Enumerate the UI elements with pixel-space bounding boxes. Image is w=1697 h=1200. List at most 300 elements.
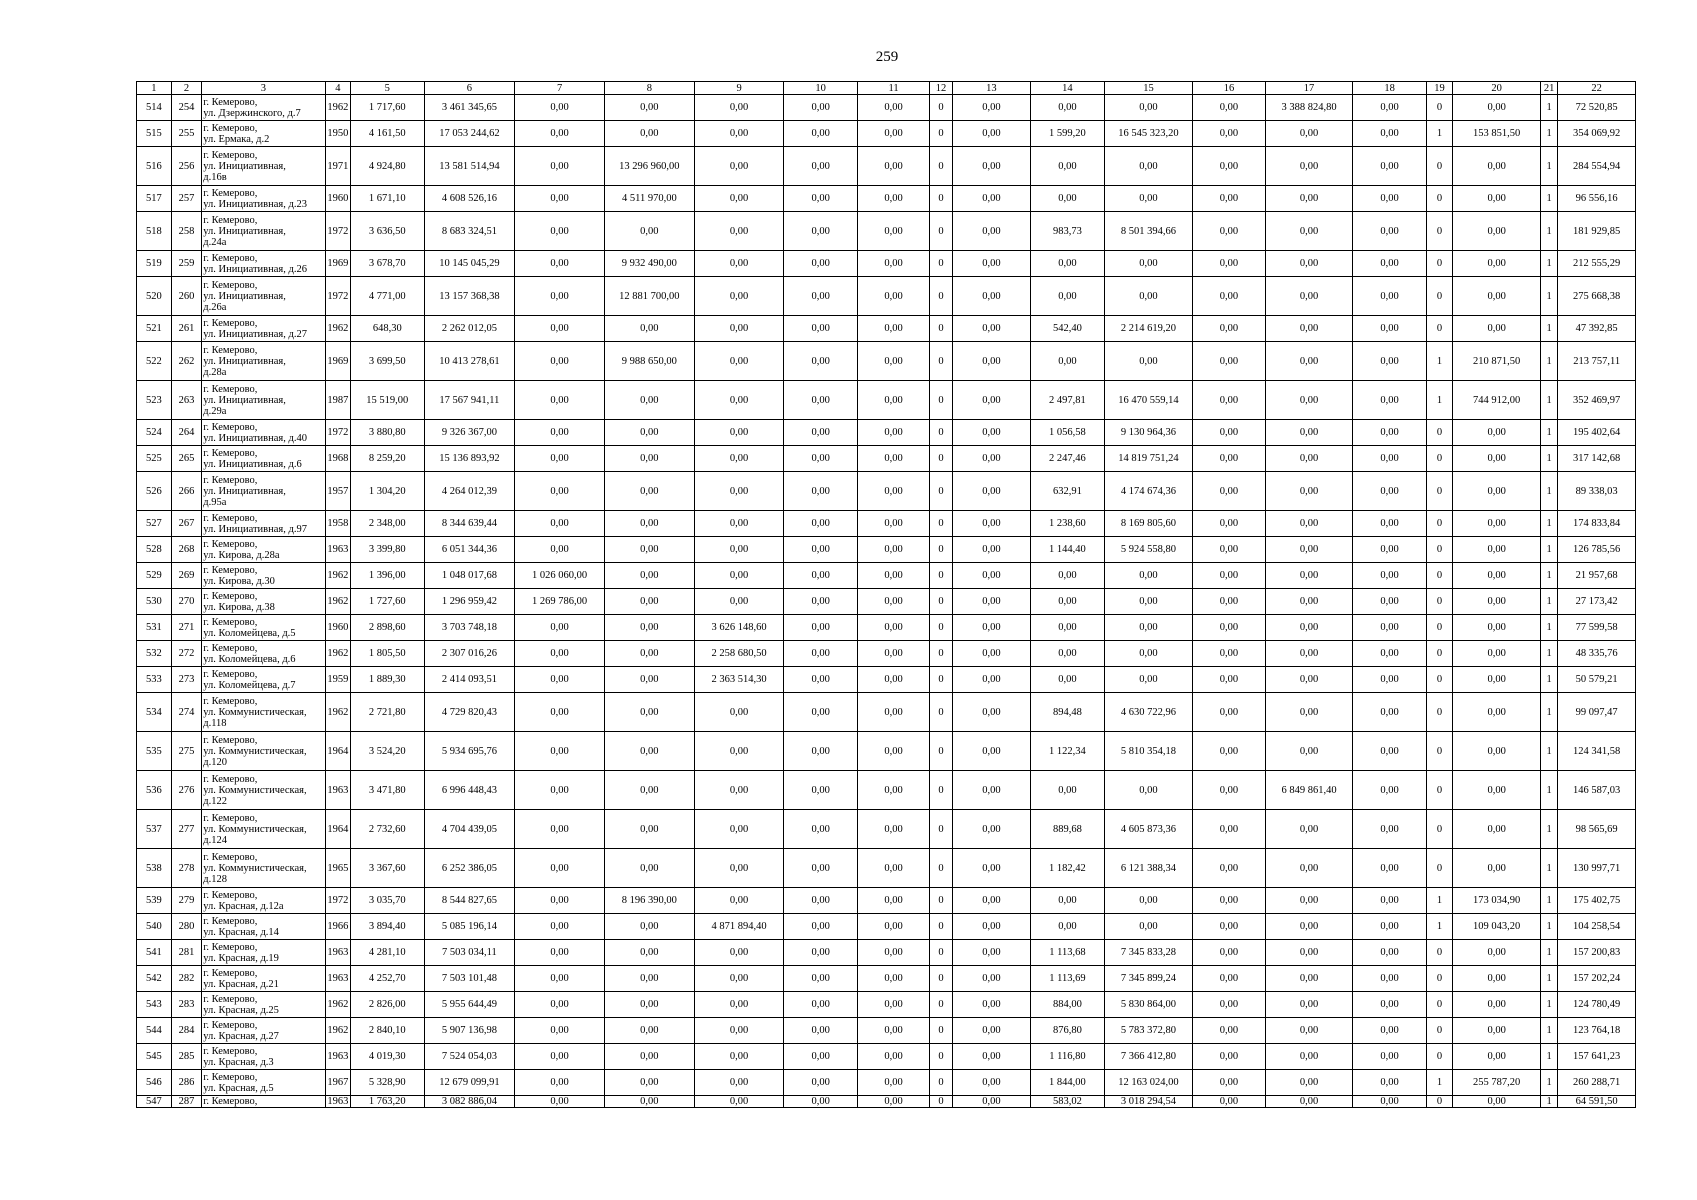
table-cell: 175 402,75 bbox=[1558, 888, 1636, 914]
table-cell: 1 bbox=[1540, 95, 1557, 121]
table-cell: 0,00 bbox=[1353, 1044, 1426, 1070]
table-cell: 0,00 bbox=[1193, 693, 1265, 732]
table-cell: 0,00 bbox=[1265, 186, 1353, 212]
table-cell: 0,00 bbox=[515, 277, 605, 316]
table-cell: 0,00 bbox=[694, 563, 784, 589]
table-cell: 0,00 bbox=[857, 966, 929, 992]
table-cell: 0,00 bbox=[952, 1018, 1031, 1044]
table-cell: 10 413 278,61 bbox=[424, 342, 515, 381]
table-cell: 546 bbox=[137, 1070, 172, 1096]
table-cell: 0,00 bbox=[857, 446, 929, 472]
table-cell: 535 bbox=[137, 732, 172, 771]
table-cell: 0,00 bbox=[784, 771, 857, 810]
table-row bbox=[137, 771, 1636, 810]
table-cell: 0,00 bbox=[1453, 446, 1541, 472]
table-cell: 0,00 bbox=[1265, 121, 1353, 147]
table-cell: 0,00 bbox=[515, 1018, 605, 1044]
table-cell: 0,00 bbox=[604, 966, 694, 992]
table-cell: 263 bbox=[171, 381, 202, 420]
table-cell: 0,00 bbox=[694, 1096, 784, 1108]
table-cell: 0,00 bbox=[1353, 381, 1426, 420]
table-cell: 1964 bbox=[325, 732, 350, 771]
table-cell: 1972 bbox=[325, 212, 350, 251]
table-cell: 522 bbox=[137, 342, 172, 381]
table-cell: 0 bbox=[930, 420, 952, 446]
column-header: 11 bbox=[857, 82, 929, 95]
table-cell: 1 bbox=[1540, 446, 1557, 472]
table-cell: 0,00 bbox=[515, 186, 605, 212]
table-cell: 0,00 bbox=[952, 888, 1031, 914]
table-cell: 0,00 bbox=[784, 446, 857, 472]
table-cell: 0,00 bbox=[604, 615, 694, 641]
table-cell: 0,00 bbox=[1265, 966, 1353, 992]
table-cell: 0,00 bbox=[784, 277, 857, 316]
table-cell: 0,00 bbox=[604, 992, 694, 1018]
table-cell: 0,00 bbox=[1193, 420, 1265, 446]
table-cell: 283 bbox=[171, 992, 202, 1018]
table-cell: 0 bbox=[930, 511, 952, 537]
table-cell: 0,00 bbox=[515, 511, 605, 537]
address-cell: г. Кемерово, ул. Инициативная, д.28а bbox=[202, 342, 325, 381]
table-cell: 3 699,50 bbox=[351, 342, 424, 381]
table-cell: 0,00 bbox=[694, 537, 784, 563]
table-cell: 0,00 bbox=[1193, 563, 1265, 589]
table-row bbox=[137, 537, 1636, 563]
table-cell: 0,00 bbox=[857, 316, 929, 342]
table-cell: 284 bbox=[171, 1018, 202, 1044]
table-cell: 0,00 bbox=[857, 537, 929, 563]
table-cell: 48 335,76 bbox=[1558, 641, 1636, 667]
table-cell: 0,00 bbox=[604, 914, 694, 940]
table-cell: 0,00 bbox=[1453, 420, 1541, 446]
table-cell: 0,00 bbox=[952, 771, 1031, 810]
table-cell: 0,00 bbox=[1193, 641, 1265, 667]
table-cell: 0 bbox=[1426, 537, 1453, 563]
table-cell: 0,00 bbox=[1453, 810, 1541, 849]
table-cell: 0,00 bbox=[604, 446, 694, 472]
table-cell: 9 326 367,00 bbox=[424, 420, 515, 446]
table-cell: 0,00 bbox=[1265, 1096, 1353, 1108]
table-cell: 0 bbox=[930, 992, 952, 1018]
table-cell: 0,00 bbox=[1265, 810, 1353, 849]
table-cell: 124 341,58 bbox=[1558, 732, 1636, 771]
address-cell: г. Кемерово, ул. Кирова, д.28а bbox=[202, 537, 325, 563]
table-cell: 521 bbox=[137, 316, 172, 342]
table-cell: 0,00 bbox=[604, 212, 694, 251]
table-cell: 1 bbox=[1426, 342, 1453, 381]
table-cell: 21 957,68 bbox=[1558, 563, 1636, 589]
table-cell: 4 704 439,05 bbox=[424, 810, 515, 849]
table-cell: 2 307 016,26 bbox=[424, 641, 515, 667]
table-cell: 0,00 bbox=[1353, 966, 1426, 992]
table-cell: 1963 bbox=[325, 537, 350, 563]
table-row bbox=[137, 966, 1636, 992]
table-cell: 1 bbox=[1540, 693, 1557, 732]
table-cell: 281 bbox=[171, 940, 202, 966]
table-cell: 1969 bbox=[325, 342, 350, 381]
table-cell: 0,00 bbox=[857, 940, 929, 966]
table-cell: 256 bbox=[171, 147, 202, 186]
table-cell: 0,00 bbox=[784, 95, 857, 121]
table-cell: 0,00 bbox=[1193, 381, 1265, 420]
table-cell: 3 636,50 bbox=[351, 212, 424, 251]
table-cell: 545 bbox=[137, 1044, 172, 1070]
table-cell: 0,00 bbox=[515, 810, 605, 849]
table-cell: 1 bbox=[1540, 1018, 1557, 1044]
table-cell: 72 520,85 bbox=[1558, 95, 1636, 121]
table-cell: 0,00 bbox=[515, 615, 605, 641]
table-cell: 27 173,42 bbox=[1558, 589, 1636, 615]
table-cell: 0,00 bbox=[857, 1096, 929, 1108]
table-cell: 0,00 bbox=[694, 771, 784, 810]
table-cell: 3 678,70 bbox=[351, 251, 424, 277]
table-cell: 1 599,20 bbox=[1031, 121, 1104, 147]
table-cell: 6 996 448,43 bbox=[424, 771, 515, 810]
table-cell: 0,00 bbox=[515, 316, 605, 342]
table-cell: 1 844,00 bbox=[1031, 1070, 1104, 1096]
table-cell: 0,00 bbox=[604, 420, 694, 446]
table-cell: 258 bbox=[171, 212, 202, 251]
table-cell: 212 555,29 bbox=[1558, 251, 1636, 277]
table-cell: 744 912,00 bbox=[1453, 381, 1541, 420]
table-cell: 0,00 bbox=[784, 472, 857, 511]
table-cell: 0 bbox=[930, 771, 952, 810]
table-cell: 0,00 bbox=[1453, 641, 1541, 667]
table-cell: 0,00 bbox=[1453, 1018, 1541, 1044]
table-cell: 0,00 bbox=[952, 121, 1031, 147]
table-cell: 0,00 bbox=[857, 732, 929, 771]
table-cell: 0 bbox=[1426, 940, 1453, 966]
column-header: 14 bbox=[1031, 82, 1104, 95]
table-cell: 0,00 bbox=[1031, 186, 1104, 212]
table-cell: 0,00 bbox=[694, 810, 784, 849]
table-row bbox=[137, 992, 1636, 1018]
table-cell: 5 924 558,80 bbox=[1104, 537, 1193, 563]
table-cell: 6 252 386,05 bbox=[424, 849, 515, 888]
table-cell: 0,00 bbox=[1353, 615, 1426, 641]
table-cell: 6 121 388,34 bbox=[1104, 849, 1193, 888]
table-cell: 0,00 bbox=[1353, 563, 1426, 589]
table-cell: 1968 bbox=[325, 446, 350, 472]
table-cell: 0,00 bbox=[952, 316, 1031, 342]
table-cell: 0,00 bbox=[857, 615, 929, 641]
table-cell: 0,00 bbox=[1031, 95, 1104, 121]
table-cell: 0,00 bbox=[694, 992, 784, 1018]
table-cell: 0,00 bbox=[1193, 771, 1265, 810]
table-cell: 4 511 970,00 bbox=[604, 186, 694, 212]
table-cell: 6 051 344,36 bbox=[424, 537, 515, 563]
table-cell: 0,00 bbox=[784, 251, 857, 277]
table-cell: 0 bbox=[930, 810, 952, 849]
table-cell: 0 bbox=[930, 563, 952, 589]
table-cell: 1 bbox=[1540, 992, 1557, 1018]
address-cell: г. Кемерово, ул. Коломейцева, д.7 bbox=[202, 667, 325, 693]
table-cell: 0,00 bbox=[952, 940, 1031, 966]
table-cell: 1 bbox=[1540, 381, 1557, 420]
table-cell: 0,00 bbox=[515, 1070, 605, 1096]
table-cell: 0,00 bbox=[1353, 667, 1426, 693]
table-cell: 0,00 bbox=[1193, 251, 1265, 277]
table-cell: 3 018 294,54 bbox=[1104, 1096, 1193, 1108]
address-cell: г. Кемерово, ул. Инициативная, д.95а bbox=[202, 472, 325, 511]
table-cell: 0 bbox=[930, 849, 952, 888]
table-cell: 8 344 639,44 bbox=[424, 511, 515, 537]
table-cell: 98 565,69 bbox=[1558, 810, 1636, 849]
table-cell: 13 157 368,38 bbox=[424, 277, 515, 316]
table-cell: 4 252,70 bbox=[351, 966, 424, 992]
table-cell: 0,00 bbox=[1193, 95, 1265, 121]
table-cell: 2 840,10 bbox=[351, 1018, 424, 1044]
table-cell: 533 bbox=[137, 667, 172, 693]
address-cell: г. Кемерово, ул. Красная, д.19 bbox=[202, 940, 325, 966]
table-cell: 0,00 bbox=[1453, 771, 1541, 810]
table-cell: 0,00 bbox=[1193, 888, 1265, 914]
table-cell: 0,00 bbox=[952, 251, 1031, 277]
table-cell: 153 851,50 bbox=[1453, 121, 1541, 147]
table-cell: 0,00 bbox=[1453, 966, 1541, 992]
table-cell: 317 142,68 bbox=[1558, 446, 1636, 472]
table-cell: 0,00 bbox=[952, 732, 1031, 771]
table-cell: 0,00 bbox=[1353, 771, 1426, 810]
address-cell: г. Кемерово, ул. Красная, д.21 bbox=[202, 966, 325, 992]
table-cell: 0,00 bbox=[952, 1096, 1031, 1108]
table-cell: 0,00 bbox=[515, 888, 605, 914]
table-cell: 0,00 bbox=[1265, 511, 1353, 537]
column-header: 5 bbox=[351, 82, 424, 95]
table-cell: 277 bbox=[171, 810, 202, 849]
table-cell: 514 bbox=[137, 95, 172, 121]
table-cell: 0,00 bbox=[694, 849, 784, 888]
table-cell: 0,00 bbox=[1353, 186, 1426, 212]
table-cell: 0,00 bbox=[1193, 914, 1265, 940]
table-cell: 0,00 bbox=[1104, 589, 1193, 615]
address-cell: г. Кемерово, ул. Коломейцева, д.5 bbox=[202, 615, 325, 641]
table-cell: 17 567 941,11 bbox=[424, 381, 515, 420]
table-cell: 0,00 bbox=[784, 537, 857, 563]
address-cell: г. Кемерово, ул. Красная, д.14 bbox=[202, 914, 325, 940]
address-cell: г. Кемерово, ул. Инициативная, д.26 bbox=[202, 251, 325, 277]
table-cell: 15 519,00 bbox=[351, 381, 424, 420]
table-cell: 0,00 bbox=[515, 992, 605, 1018]
table-cell: 0,00 bbox=[515, 641, 605, 667]
table-cell: 2 826,00 bbox=[351, 992, 424, 1018]
table-cell: 0,00 bbox=[1265, 147, 1353, 186]
table-cell: 0,00 bbox=[515, 966, 605, 992]
table-cell: 0,00 bbox=[784, 615, 857, 641]
table-cell: 0,00 bbox=[857, 1044, 929, 1070]
table-cell: 0,00 bbox=[857, 277, 929, 316]
table-cell: 0,00 bbox=[1265, 615, 1353, 641]
table-cell: 1 bbox=[1426, 1070, 1453, 1096]
table-cell: 0,00 bbox=[952, 1070, 1031, 1096]
table-cell: 0,00 bbox=[1453, 615, 1541, 641]
table-cell: 0 bbox=[930, 1018, 952, 1044]
table-cell: 0,00 bbox=[694, 693, 784, 732]
table-cell: 0,00 bbox=[1104, 888, 1193, 914]
table-cell: 2 348,00 bbox=[351, 511, 424, 537]
table-cell: 0,00 bbox=[604, 563, 694, 589]
table-cell: 4 871 894,40 bbox=[694, 914, 784, 940]
table-cell: 0 bbox=[930, 641, 952, 667]
table-cell: 181 929,85 bbox=[1558, 212, 1636, 251]
table-cell: 0,00 bbox=[1265, 732, 1353, 771]
table-cell: 0,00 bbox=[784, 342, 857, 381]
table-row bbox=[137, 914, 1636, 940]
table-cell: 1963 bbox=[325, 1096, 350, 1108]
table-cell: 0,00 bbox=[694, 446, 784, 472]
table-cell: 0,00 bbox=[1265, 381, 1353, 420]
table-cell: 0,00 bbox=[1265, 914, 1353, 940]
table-cell: 3 524,20 bbox=[351, 732, 424, 771]
table-cell: 0,00 bbox=[604, 849, 694, 888]
table-cell: 1 bbox=[1540, 316, 1557, 342]
table-cell: 0,00 bbox=[694, 732, 784, 771]
table-cell: 543 bbox=[137, 992, 172, 1018]
table-cell: 648,30 bbox=[351, 316, 424, 342]
table-cell: 0,00 bbox=[1193, 589, 1265, 615]
table-cell: 174 833,84 bbox=[1558, 511, 1636, 537]
table-row bbox=[137, 1096, 1636, 1108]
table-cell: 0,00 bbox=[784, 1044, 857, 1070]
table-cell: 0 bbox=[930, 966, 952, 992]
table-cell: 1 bbox=[1540, 732, 1557, 771]
table-cell: 1 717,60 bbox=[351, 95, 424, 121]
table-cell: 354 069,92 bbox=[1558, 121, 1636, 147]
table-cell: 275 bbox=[171, 732, 202, 771]
table-row bbox=[137, 1044, 1636, 1070]
table-cell: 6 849 861,40 bbox=[1265, 771, 1353, 810]
table-cell: 0,00 bbox=[604, 1070, 694, 1096]
table-cell: 0,00 bbox=[1104, 615, 1193, 641]
table-cell: 1 113,69 bbox=[1031, 966, 1104, 992]
table-cell: 983,73 bbox=[1031, 212, 1104, 251]
table-cell: 0,00 bbox=[857, 589, 929, 615]
table-cell: 47 392,85 bbox=[1558, 316, 1636, 342]
table-cell: 0,00 bbox=[1453, 992, 1541, 1018]
table-cell: 519 bbox=[137, 251, 172, 277]
table-cell: 0,00 bbox=[952, 615, 1031, 641]
table-cell: 0,00 bbox=[1453, 277, 1541, 316]
table-cell: 0,00 bbox=[1265, 446, 1353, 472]
table-cell: 0,00 bbox=[1265, 888, 1353, 914]
table-cell: 4 019,30 bbox=[351, 1044, 424, 1070]
table-cell: 0 bbox=[1426, 1044, 1453, 1070]
table-cell: 4 264 012,39 bbox=[424, 472, 515, 511]
table-cell: 5 810 354,18 bbox=[1104, 732, 1193, 771]
table-cell: 0,00 bbox=[1453, 667, 1541, 693]
table-cell: 539 bbox=[137, 888, 172, 914]
table-cell: 0,00 bbox=[952, 693, 1031, 732]
table-cell: 8 683 324,51 bbox=[424, 212, 515, 251]
table-cell: 0,00 bbox=[1265, 563, 1353, 589]
table-cell: 0,00 bbox=[857, 1018, 929, 1044]
table-cell: 0,00 bbox=[1193, 342, 1265, 381]
address-cell: г. Кемерово, ул. Коммунистическая, д.124 bbox=[202, 810, 325, 849]
table-row bbox=[137, 277, 1636, 316]
table-cell: 1 bbox=[1540, 615, 1557, 641]
table-cell: 0 bbox=[930, 186, 952, 212]
table-cell: 0 bbox=[1426, 667, 1453, 693]
table-cell: 89 338,03 bbox=[1558, 472, 1636, 511]
table-cell: 0,00 bbox=[604, 381, 694, 420]
table-cell: 0,00 bbox=[857, 563, 929, 589]
table-cell: 2 258 680,50 bbox=[694, 641, 784, 667]
table-cell: 0,00 bbox=[515, 771, 605, 810]
table-cell: 255 787,20 bbox=[1453, 1070, 1541, 1096]
table-cell: 0 bbox=[1426, 316, 1453, 342]
table-cell: 0,00 bbox=[1193, 316, 1265, 342]
table-cell: 0,00 bbox=[1265, 641, 1353, 667]
table-cell: 273 bbox=[171, 667, 202, 693]
table-cell: 0,00 bbox=[1453, 563, 1541, 589]
column-header: 6 bbox=[424, 82, 515, 95]
table-cell: 0,00 bbox=[1353, 810, 1426, 849]
column-header: 4 bbox=[325, 82, 350, 95]
table-cell: 0,00 bbox=[1193, 1070, 1265, 1096]
table-cell: 0,00 bbox=[857, 472, 929, 511]
table-cell: 0,00 bbox=[1353, 277, 1426, 316]
table-cell: 96 556,16 bbox=[1558, 186, 1636, 212]
table-cell: 0,00 bbox=[1193, 537, 1265, 563]
table-cell: 3 471,80 bbox=[351, 771, 424, 810]
table-cell: 0,00 bbox=[1031, 589, 1104, 615]
table-cell: 1 048 017,68 bbox=[424, 563, 515, 589]
table-cell: 0,00 bbox=[1031, 615, 1104, 641]
table-cell: 0,00 bbox=[1104, 667, 1193, 693]
table-row bbox=[137, 381, 1636, 420]
address-cell: г. Кемерово, ул. Коммунистическая, д.128 bbox=[202, 849, 325, 888]
table-cell: 0,00 bbox=[1193, 615, 1265, 641]
table-cell: 0,00 bbox=[1453, 537, 1541, 563]
table-cell: 0,00 bbox=[784, 420, 857, 446]
table-cell: 210 871,50 bbox=[1453, 342, 1541, 381]
table-cell: 0,00 bbox=[604, 667, 694, 693]
table-cell: 130 997,71 bbox=[1558, 849, 1636, 888]
table-cell: 0 bbox=[1426, 420, 1453, 446]
table-cell: 0,00 bbox=[952, 537, 1031, 563]
table-cell: 0,00 bbox=[952, 381, 1031, 420]
table-cell: 0,00 bbox=[1353, 641, 1426, 667]
table-cell: 1 182,42 bbox=[1031, 849, 1104, 888]
table-cell: 274 bbox=[171, 693, 202, 732]
table-cell: 527 bbox=[137, 511, 172, 537]
table-cell: 889,68 bbox=[1031, 810, 1104, 849]
table-cell: 0,00 bbox=[784, 641, 857, 667]
table-cell: 272 bbox=[171, 641, 202, 667]
table-cell: 0,00 bbox=[1031, 667, 1104, 693]
address-cell: г. Кемерово, ул. Инициативная, д.29а bbox=[202, 381, 325, 420]
table-cell: 0,00 bbox=[1193, 992, 1265, 1018]
table-cell: 352 469,97 bbox=[1558, 381, 1636, 420]
table-cell: 515 bbox=[137, 121, 172, 147]
table-cell: 0,00 bbox=[604, 589, 694, 615]
table-cell: 0,00 bbox=[1265, 589, 1353, 615]
table-cell: 2 214 619,20 bbox=[1104, 316, 1193, 342]
table-cell: 1950 bbox=[325, 121, 350, 147]
table-cell: 0,00 bbox=[952, 667, 1031, 693]
column-header: 9 bbox=[694, 82, 784, 95]
table-cell: 0,00 bbox=[1031, 251, 1104, 277]
table-cell: 1 bbox=[1540, 966, 1557, 992]
address-cell: г. Кемерово, ул. Ермака, д.2 bbox=[202, 121, 325, 147]
table-cell: 1972 bbox=[325, 277, 350, 316]
table-cell: 0,00 bbox=[857, 95, 929, 121]
column-header: 21 bbox=[1540, 82, 1557, 95]
address-cell: г. Кемерово, ул. Инициативная, д.24а bbox=[202, 212, 325, 251]
table-row bbox=[137, 732, 1636, 771]
table-cell: 3 626 148,60 bbox=[694, 615, 784, 641]
address-cell: г. Кемерово, bbox=[202, 1096, 325, 1108]
